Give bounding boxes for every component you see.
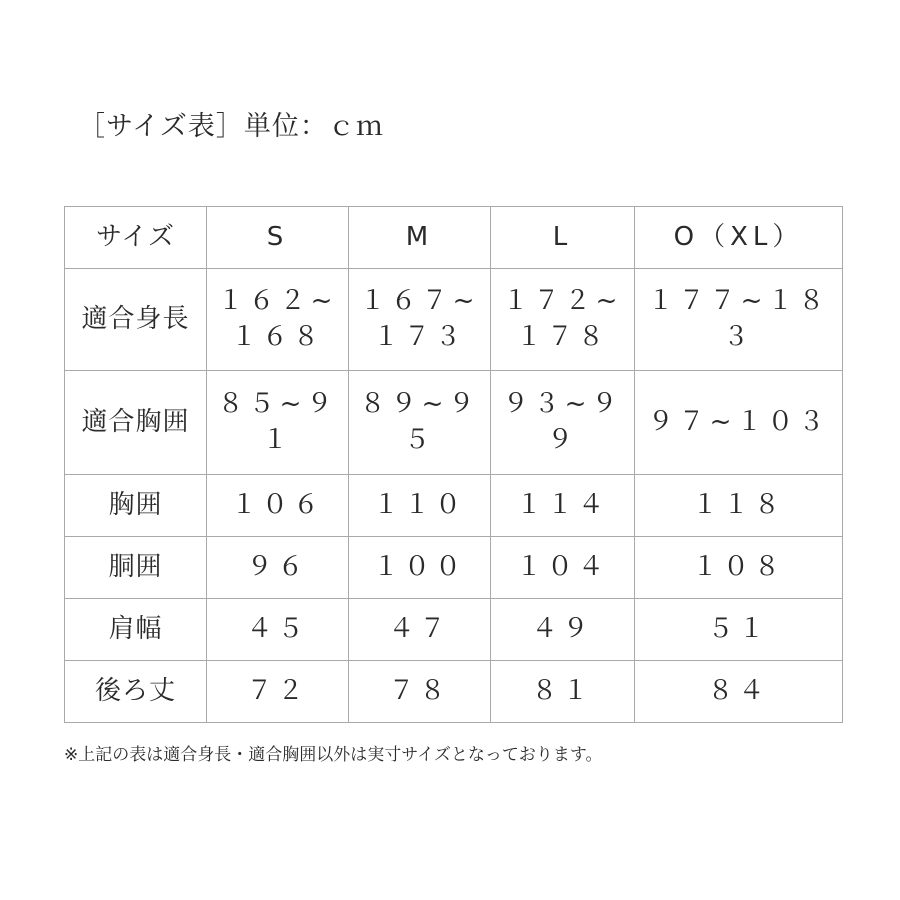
header-cell-l: L bbox=[491, 207, 635, 269]
row-label: 胴囲 bbox=[65, 537, 207, 599]
table-cell: １０４ bbox=[491, 537, 635, 599]
size-table bbox=[64, 206, 843, 723]
table-cell: ７８ bbox=[349, 661, 491, 723]
header-cell-size: サイズ bbox=[65, 207, 207, 269]
table-cell: １６７~１７３ bbox=[349, 269, 491, 371]
table-cell: １１８ bbox=[635, 475, 843, 537]
size-chart-title: ［サイズ表］単位：ｃｍ bbox=[78, 111, 384, 142]
table-cell: ４７ bbox=[349, 599, 491, 661]
row-label: 適合胸囲 bbox=[65, 371, 207, 475]
table-row bbox=[65, 661, 843, 723]
table-cell: ９３~９９ bbox=[491, 371, 635, 475]
header-cell-s: S bbox=[207, 207, 349, 269]
table-cell: １１４ bbox=[491, 475, 635, 537]
table-row bbox=[65, 269, 843, 371]
table-cell: ７２ bbox=[207, 661, 349, 723]
table-cell: ８９~９５ bbox=[349, 371, 491, 475]
table-cell: ８４ bbox=[635, 661, 843, 723]
table-cell: ９７~１０３ bbox=[635, 371, 843, 475]
table-row bbox=[65, 537, 843, 599]
table-cell: ５１ bbox=[635, 599, 843, 661]
footnote: ※上記の表は適合身長・適合胸囲以外は実寸サイズとなっております。 bbox=[64, 745, 603, 765]
header-row bbox=[65, 207, 843, 269]
row-label: 後ろ丈 bbox=[65, 661, 207, 723]
table-row bbox=[65, 371, 843, 475]
table-cell: １０６ bbox=[207, 475, 349, 537]
table-cell: １７２~１７８ bbox=[491, 269, 635, 371]
table-cell: １０８ bbox=[635, 537, 843, 599]
row-label: 適合身長 bbox=[65, 269, 207, 371]
table-row bbox=[65, 475, 843, 537]
table-cell: ４５ bbox=[207, 599, 349, 661]
table-cell: ４９ bbox=[491, 599, 635, 661]
table-row bbox=[65, 599, 843, 661]
table-cell: １７７~１８３ bbox=[635, 269, 843, 371]
table-cell: ８５~９１ bbox=[207, 371, 349, 475]
table-cell: １００ bbox=[349, 537, 491, 599]
table-cell: ８１ bbox=[491, 661, 635, 723]
row-label: 肩幅 bbox=[65, 599, 207, 661]
row-label: 胸囲 bbox=[65, 475, 207, 537]
table-cell: ９６ bbox=[207, 537, 349, 599]
table-cell: １１０ bbox=[349, 475, 491, 537]
table-cell: １６２~１６８ bbox=[207, 269, 349, 371]
header-cell-xl: O（XL） bbox=[635, 207, 843, 269]
header-cell-m: M bbox=[349, 207, 491, 269]
